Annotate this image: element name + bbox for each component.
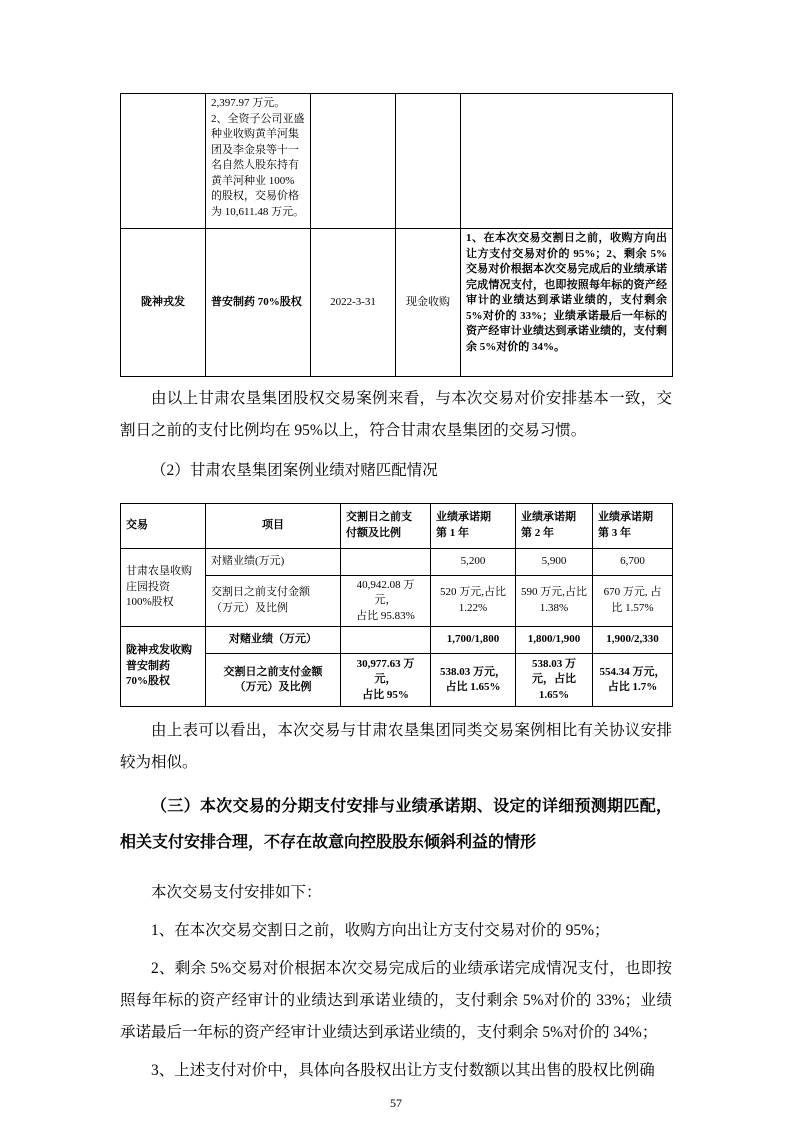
performance-table-wrapper (120, 503, 672, 708)
cell-group2-bet-y2: 1,800/1,900 (516, 627, 593, 654)
payment-arrangement-item-3: 3、上述支付对价中，具体向各股权出让方支付数额以其出售的股权比例确 (151, 1062, 655, 1079)
cell-target-continuation: 2,397.97 万元。 2、全资子公司亚盛种业收购黄羊河集团及李金泉等十一名自然人股东持有黄羊河种业 100%的股权，交易价格为 10,611.48 万元。 (206, 94, 311, 229)
section-heading-2: （2）甘肃农垦集团案例业绩对赌匹配情况 (151, 462, 438, 479)
header-commitment-year1: 业绩承诺期 第 1 年 (431, 503, 516, 548)
cell-group1-bet-pre (341, 548, 431, 575)
payment-arrangement-item-1: 1、在本次交易交割日之前，收购方向出让方支付交易对价的 95%； (151, 922, 610, 939)
summary-paragraph-2: 由上表可以看出，本次交易与甘肃农垦集团同类交易案例相比有关协议安排较为相似。 (120, 722, 672, 771)
cell-group2-pay-y3: 554.34 万元， 占比 1.7% (593, 654, 673, 707)
section-heading-3: （三）本次交易的分期支付安排与业绩承诺期、设定的详细预测期匹配，相关支付安排合理，不存在故意向控股股东倾斜利益的情形 (120, 798, 672, 851)
comparable-transactions-table (120, 93, 673, 377)
cell-group1-bet-y1: 5,200 (431, 548, 516, 575)
header-commitment-year2: 业绩承诺期 第 2 年 (516, 503, 593, 548)
cell-group1-name: 甘肃农垦收购 庄园投资 100%股权 (121, 548, 206, 627)
cell-group1-pay-y2: 590 万元,占比 1.38% (516, 575, 593, 627)
cell-group2-bet-y3: 1,900/2,330 (593, 627, 673, 654)
cell-method-empty (396, 94, 461, 229)
cell-group2-name: 陇神戎发收购 普安制药 70%股权 (121, 627, 206, 707)
cell-group2-pay-y1: 538.03 万元， 占比 1.65% (431, 654, 516, 707)
header-item: 项目 (206, 503, 341, 548)
cell-group1-pay-pre: 40,942.08 万元， 占比 95.83% (341, 575, 431, 627)
cell-group1-bet-y3: 6,700 (593, 548, 673, 575)
cell-date-empty (311, 94, 396, 229)
cell-arrangement-empty (461, 94, 673, 229)
page-number: 57 (390, 1096, 402, 1110)
table-row-group1-bet (121, 548, 673, 575)
table-row-longshenrongfa (121, 229, 673, 377)
payment-arrangement-intro: 本次交易支付安排如下： (151, 884, 322, 901)
cell-group1-bet-label: 对赌业绩(万元) (206, 548, 341, 575)
cell-group2-pay-label: 交割日之前支付金额 （万元）及比例 (206, 654, 341, 707)
cell-arrangement: 1、在本次交易交割日之前，收购方向出让方支付交易对价的 95%；2、剩余 5%交易对价根据本次交易完成后的业绩承诺完成情况支付，也即按照每年标的资产经审计的业绩达到承诺业绩的，支付剩余 5%对价的 33%；业绩承诺最后一年标的资产经审计业绩达到承诺业绩的，支付剩余 5%对价的 34%。 (461, 229, 673, 377)
cell-target: 普安制药 70%股权 (206, 229, 311, 377)
cell-group1-bet-y2: 5,900 (516, 548, 593, 575)
cell-company-empty (121, 94, 206, 229)
summary-paragraph-1: 由以上甘肃农垦集团股权交易案例来看，与本次交易对价安排基本一致，交割日之前的支付比例均在 95%以上，符合甘肃农垦集团的交易习惯。 (120, 390, 672, 439)
cell-method: 现金收购 (396, 229, 461, 377)
cell-group2-bet-y1: 1,700/1,800 (431, 627, 516, 654)
cell-group1-pay-y3: 670 万元, 占 比 1.57% (593, 575, 673, 627)
cell-group2-pay-y2: 538.03 万 元，占比 1.65% (516, 654, 593, 707)
cell-group1-pay-label: 交割日之前支付金额 （万元）及比例 (206, 575, 341, 627)
payment-arrangement-item-2: 2、剩余 5%交易对价根据本次交易完成后的业绩承诺完成情况支付，也即按照每年标的资产经审计的业绩达到承诺业绩的，支付剩余 5%对价的 33%；业绩承诺最后一年标的资产经审计业绩达到承诺业绩的，支付剩余 5%对价的 34%； (120, 960, 672, 1041)
performance-bet-table (120, 503, 673, 708)
cell-group2-bet-label: 对赌业绩（万元） (206, 627, 341, 654)
header-commitment-year3: 业绩承诺期 第 3 年 (593, 503, 673, 548)
table-row-continuation (121, 94, 673, 229)
cell-group2-bet-pre (341, 627, 431, 654)
header-transaction: 交易 (121, 503, 206, 548)
page-content (120, 93, 672, 1111)
cell-group2-pay-pre: 30,977.63 万元， 占比 95% (341, 654, 431, 707)
header-pre-closing-payment: 交割日之前支 付额及比例 (341, 503, 431, 548)
cell-group1-pay-y1: 520 万元,占比 1.22% (431, 575, 516, 627)
cell-date: 2022-3-31 (311, 229, 396, 377)
cell-company: 陇神戎发 (121, 229, 206, 377)
table-row-group2-bet (121, 627, 673, 654)
table-header-row (121, 503, 673, 548)
